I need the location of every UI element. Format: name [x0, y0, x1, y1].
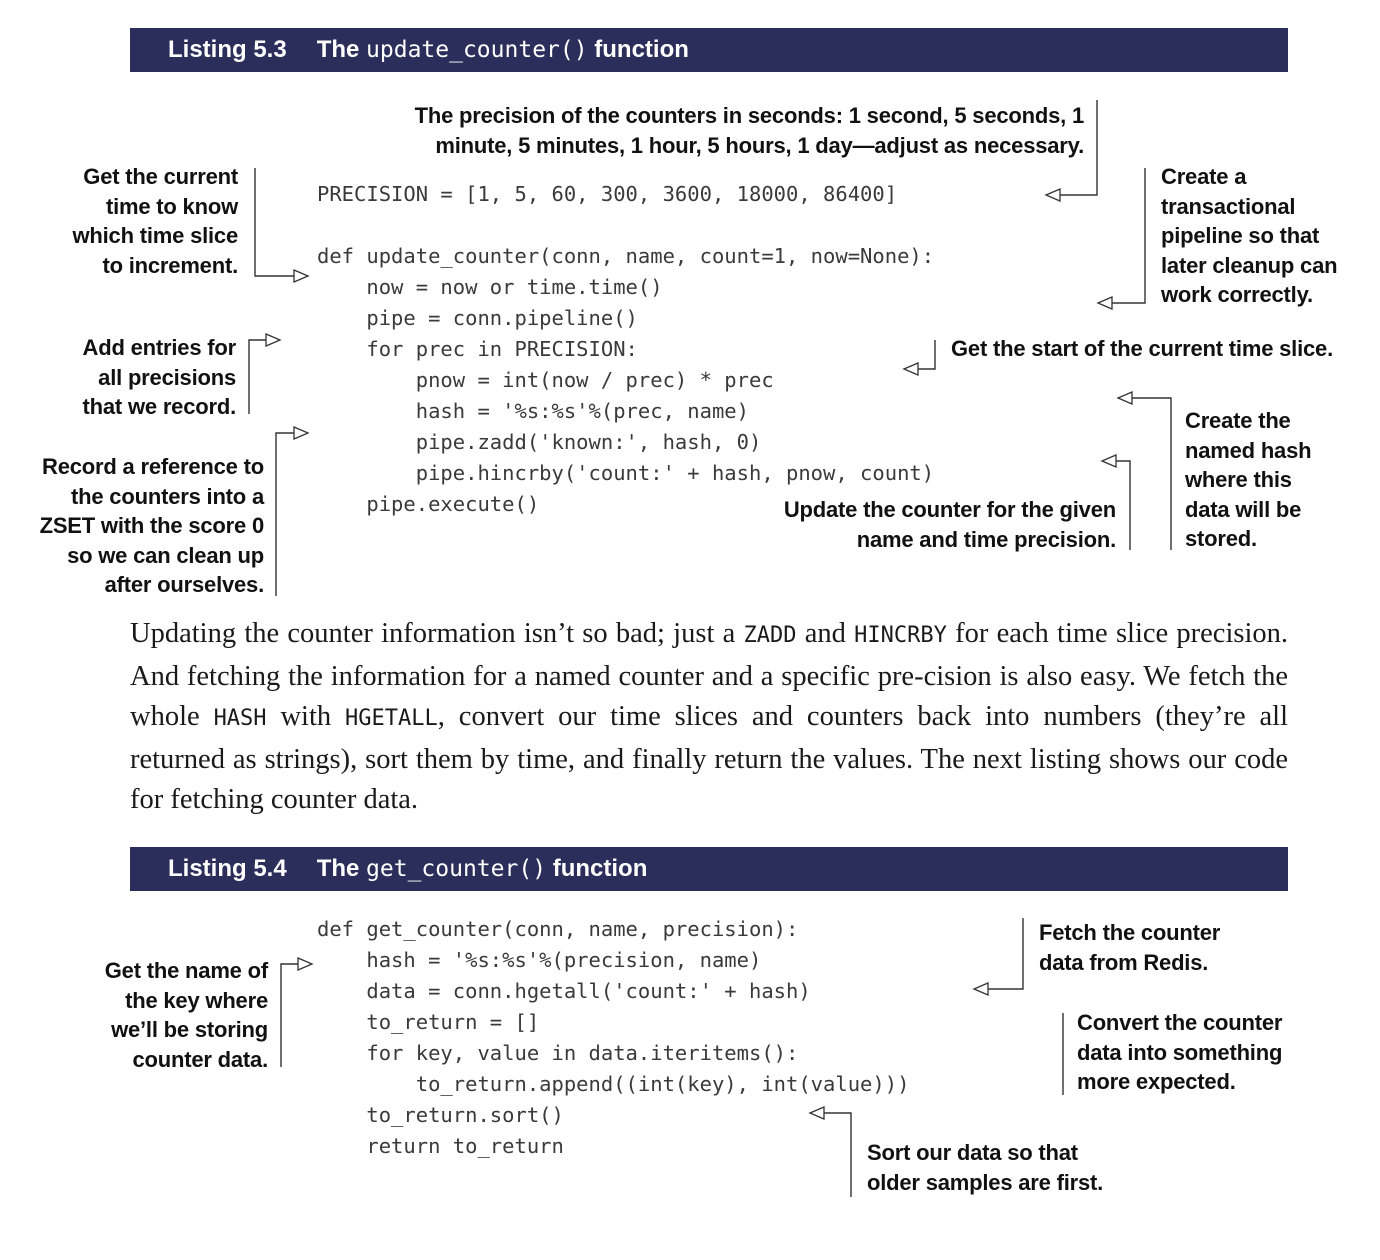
- note-convert-data: Convert the counter data into something more expected.: [1077, 1010, 1283, 1094]
- arrowhead-precision: [1046, 189, 1060, 201]
- listing-title-code: update_counter(): [366, 37, 588, 63]
- para-text-1: Updating the counter information isn’t so bad; just a: [130, 618, 744, 649]
- para-code-zadd: ZADD: [743, 623, 797, 648]
- arrow-precision: [1060, 100, 1097, 195]
- arrowhead-fetch: [974, 983, 988, 995]
- arrow-add-entries: [249, 340, 266, 414]
- arrow-current-time: [255, 168, 294, 276]
- note-fetch-from-redis: Fetch the counter data from Redis.: [1039, 920, 1221, 975]
- arrowhead-sort: [810, 1107, 824, 1119]
- arrowhead-transactional: [1098, 297, 1112, 309]
- para-text-5: , convert our time slices and counters back into numbers (they’re all returned as strings), sort them by time, and finally return the values. The next listing shows our code for fetching counter data.: [130, 701, 1288, 815]
- arrowhead-named-hash: [1118, 392, 1132, 404]
- para-code-hash: HASH: [213, 706, 267, 731]
- arrowhead-key-name: [298, 958, 312, 970]
- arrowhead-current-time: [294, 270, 308, 282]
- note-key-name: Get the name of the key where we’ll be storing counter data.: [104, 958, 268, 1072]
- arrowhead-add-entries: [266, 334, 280, 346]
- arrow-key-name: [281, 964, 298, 1067]
- arrowhead-update-counter: [1102, 455, 1116, 467]
- listing-title-suffix: function: [552, 855, 648, 882]
- arrow-named-hash: [1132, 398, 1171, 550]
- note-zset-reference: Record a reference to the counters into a ZSET with the score 0 so we can clean up after ourselves.: [39, 454, 264, 597]
- update-counter-code: PRECISION = [1, 5, 60, 300, 3600, 18000, 86400] def update_counter(conn, name, count=1, now=None): now = now or time.time() pipe = conn.pipeline() for prec in PRECISION: pnow = int(now / prec) * prec hash = '%s:%s'%(prec, name) pipe.zadd('known:', hash, 0) pipe.hincrby('count:' + hash, pnow, count) pipe.execute(): [317, 182, 935, 516]
- para-code-hgetall: HGETALL: [345, 706, 438, 731]
- note-named-hash: Create the named hash where this data will be stored.: [1185, 408, 1312, 551]
- para-text-3: for each time slice precision. And fetching the information for a named counter and a specific pre-cision is also easy. We fetch the whole: [130, 618, 1289, 732]
- arrowhead-zset: [294, 427, 308, 439]
- note-sort-data: Sort our data so that older samples are first.: [867, 1140, 1104, 1195]
- note-transactional-pipeline: Create a transactional pipeline so that later cleanup can work correctly.: [1161, 164, 1338, 307]
- note-add-entries: Add entries for all precisions that we record.: [82, 335, 236, 419]
- note-time-slice-start: Get the start of the current time slice.: [951, 336, 1333, 361]
- arrow-time-slice: [918, 340, 935, 369]
- listing-title-prefix: The: [316, 855, 360, 882]
- listing-number: Listing 5.3: [168, 36, 287, 63]
- arrowhead-time-slice: [904, 363, 918, 375]
- arrow-sort: [824, 1113, 851, 1197]
- listing-number: Listing 5.4: [168, 855, 287, 882]
- note-current-time: Get the current time to know which time slice to increment.: [72, 164, 238, 278]
- listing-title-prefix: The: [316, 36, 360, 63]
- listing-title-suffix: function: [594, 36, 689, 63]
- para-code-hincrby: HINCRBY: [854, 623, 947, 648]
- listing-title-code: get_counter(): [366, 856, 547, 882]
- arrow-transactional: [1112, 168, 1145, 303]
- arrow-fetch: [988, 918, 1023, 989]
- arrow-update-counter: [1116, 461, 1130, 550]
- para-text-2: and: [796, 618, 855, 649]
- get-counter-code: def get_counter(conn, name, precision): hash = '%s:%s'%(precision, name) data = conn.hgetall('count:' + hash) to_return = [] for key, value in data.iteritems(): to_return.append((int(key), int(value))) to_return.sort() return to_return: [317, 917, 910, 1158]
- para-text-4: with: [266, 701, 346, 732]
- note-update-counter: Update the counter for the given name and time precision.: [783, 497, 1116, 552]
- note-precision: The precision of the counters in seconds: 1 second, 5 seconds, 1 minute, 5 minutes, 1 hour, 5 hours, 1 day—adjust as necessary.: [414, 103, 1084, 158]
- arrow-zset: [276, 433, 294, 596]
